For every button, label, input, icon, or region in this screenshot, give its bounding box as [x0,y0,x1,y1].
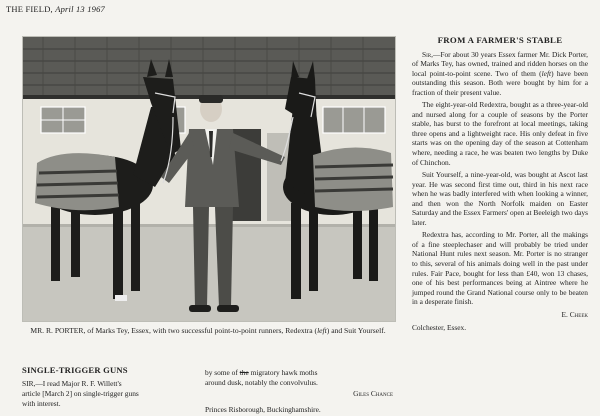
article-photo [22,36,396,322]
publication-date: April 13 1967 [55,4,106,14]
article-signature: E. Cheek [561,309,588,319]
masthead [6,4,105,14]
letter-signature: Giles Chance [353,389,393,398]
article-farmers-stable [412,36,588,333]
article-title: FROM A FARMER'S STABLE [437,35,563,45]
photo-caption [22,325,394,336]
article-paragraph-1 [412,50,588,98]
caption-text-2: ) and Suit Yourself. [326,326,386,335]
letter-line-1: SIR,—I read Major R. F. Willett's [22,379,122,388]
article-place: Colchester, Essex. [412,323,467,333]
caption-text-1: MR. R. PORTER, of Marks Tey, Essex, with two successful point-to-point runners, Redextra ( [30,326,318,335]
continuation-text-b: migratory hawk moths [248,368,318,377]
letter-single-trigger-guns [22,365,192,409]
publication-name: THE FIELD, [6,4,53,14]
letter-continuation [205,368,393,415]
letter-line-2: article [March 2] on single-trigger guns [22,389,139,398]
letter-line-3: with interest. [22,399,61,408]
paragraph-1-text-a: —For about 30 years Essex farmer Mr. Dick Porter, of Marks Tey, has owned, trained and ridden horses on the local point-to-point scene. Two of them ( [412,49,588,78]
photo-illustration [23,37,395,321]
struck-word: the [239,368,249,377]
paragraph-1-text-b: ) have been outstanding this season. Both were bought by him for a fraction of their present value. [412,68,588,97]
continuation-text-a: by some of [205,368,240,377]
continuation-line-1 [205,368,393,378]
article-paragraph-4: Redextra has, according to Mr. Porter, all the makings of a fine steeplechaser and will probably be tried under National Hunt rules next season. Mr. Porter is no stranger to this, several of his animals doing well in the past under rules. Fair Pace, bought for less than £40, won 13 chases, one of his best performances being at Aintree where he jumped round the Grand National course only to be beaten in a desperate finish. [412,230,588,307]
article-paragraph-2: The eight-year-old Redextra, bought as a three-year-old and nursed along for a couple of seasons by the Porter stable, has burst to the forefront at local meetings, taking three opens and a lightweight race. His only defeat in five starts was on the opening day of the season at Cottenham where, needing a race, he was beaten two lengths by Duke of Chinchon. [412,100,588,167]
letter-headline: SINGLE-TRIGGER GUNS [22,365,128,375]
article-paragraph-3: Suit Yourself, a nine-year-old, was bought at Ascot last year. He was second first time out, third in his next race when he was badly interfered with when looking a winner, and then won the North Norfolk maiden on Easter Saturday and the Essex Farmers' open at Beeleigh two days later. [412,170,588,227]
continuation-line-2: around dusk, notably the convolvulus. [205,378,318,387]
salutation: Sir, [422,49,433,59]
paragraph-1-left-word: left [541,68,552,78]
letter-place: Princes Risborough, Buckinghamshire. [205,405,321,414]
caption-left-word: left [317,326,327,335]
